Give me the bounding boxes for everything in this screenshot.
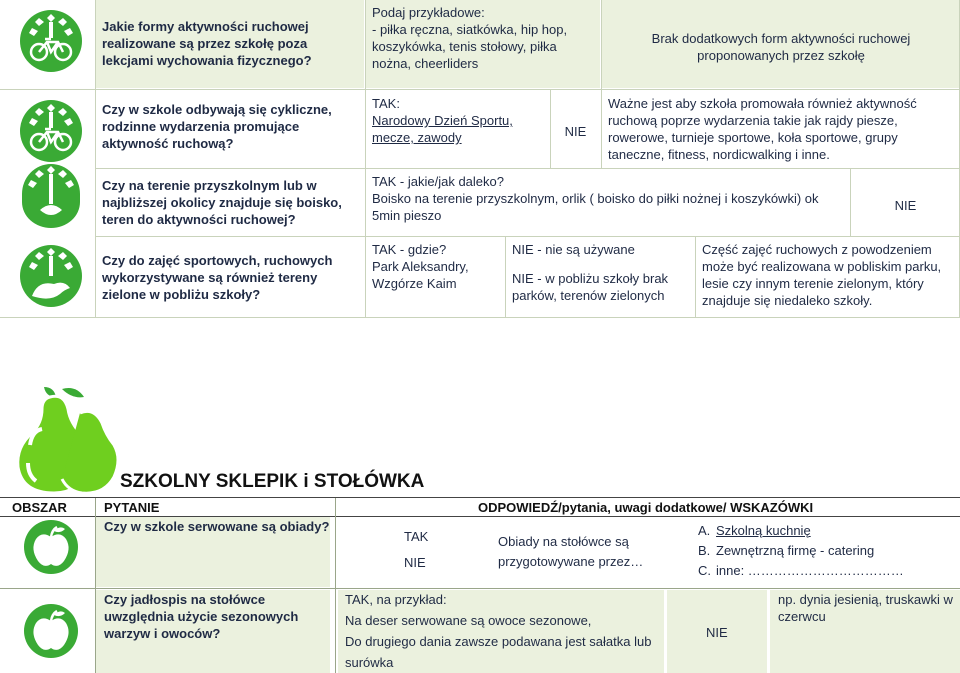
- question-lunches: Czy w szkole serwowane są obiady?: [104, 519, 330, 534]
- answer-title: TAK, na przykład:: [345, 592, 447, 607]
- header-area: OBSZAR: [12, 500, 67, 515]
- answer-title: TAK - gdzie?: [372, 242, 447, 257]
- lunch-prepared-by: Obiady na stołówce są przygotowywane przez…: [498, 534, 644, 569]
- pear-icon: [10, 383, 122, 501]
- question-family-events: Czy w szkole odbywają się cykliczne, rodzinne wydarzenia promujące aktywność ruchową?: [102, 102, 332, 151]
- note-promote-events: Ważne jest aby szkoła promowała również aktywność ruchową poprze wydarzenia takie jak rajdy piesze, rowerowe, turnieje sportowe, koła sportowe, grupy taneczne, fitness, nordicwalking i inne.: [608, 96, 917, 162]
- answer-body: Park Aleksandry, Wzgórze Kaim: [372, 259, 469, 291]
- question-playground: Czy na terenie przyszkolnym lub w najbliższej okolicy znajduje się boisko, teren do aktywności ruchowej?: [102, 178, 342, 227]
- answer-body: - piłka ręczna, siatkówka, hip hop, koszykówka, tenis stołowy, piłka nożna, cheerliders: [372, 22, 568, 71]
- no-label: NIE: [706, 625, 728, 640]
- answer-title: Podaj przykładowe:: [372, 5, 485, 20]
- header-question: PYTANIE: [104, 500, 160, 515]
- note-no-extra-forms: Brak dodatkowych form aktywności ruchowej proponowanych przez szkołę: [651, 31, 911, 63]
- note-seasonal-examples: np. dynia jesienią, truskawki w czerwcu: [778, 592, 953, 624]
- note-park-activities: Część zajęć ruchowych z powodzeniem może być realizowana w pobliskim parku, lesie czy innym terenie zielonym, który znajduje się niedaleko szkoły.: [702, 242, 942, 308]
- answer-title: TAK:: [372, 96, 400, 111]
- tree-bird-icon: [20, 238, 82, 310]
- yes-label: TAK: [404, 529, 429, 544]
- shop-title: SZKOLNY SKLEPIK i STOŁÓWKA: [120, 471, 425, 492]
- answer-title: TAK - jakie/jak daleko?: [372, 174, 504, 189]
- option-b: B. Zewnętrzną firmę - catering: [698, 543, 875, 558]
- answer-line-fruit: Na deser serwowane są owoce sezonowe,: [345, 613, 592, 628]
- option-c: C. inne: ………………………………: [698, 563, 904, 578]
- no-label: NIE: [564, 124, 587, 139]
- no-option-none-nearby: NIE - w pobliżu szkoły brak parków, terenów zielonych: [512, 271, 669, 303]
- bicycle-tree-icon: [20, 98, 82, 164]
- header-answer: ODPOWIEDŹ/pytania, uwagi dodatkowe/ WSKAZÓWKI: [478, 500, 814, 515]
- bicycle-tree-icon: [20, 8, 82, 74]
- answer-body: Narodowy Dzień Sportu, mecze, zawody: [372, 113, 513, 145]
- no-label: NIE: [404, 555, 426, 570]
- question-seasonal-menu: Czy jadłospis na stołówce uwzględnia użycie sezonowych warzyw i owoców?: [104, 592, 299, 641]
- tree-icon: [20, 162, 82, 228]
- question-green-areas: Czy do zajęć sportowych, ruchowych wykorzystywane są również tereny zielone w pobliżu szkoły?: [102, 253, 333, 302]
- answer-line-salad: Do drugiego dania zawsze podawana jest sałatka lub surówka: [345, 634, 652, 670]
- apple-icon: [24, 603, 78, 659]
- no-option-unused: NIE - nie są używane: [512, 242, 635, 257]
- question-extracurricular: Jakie formy aktywności ruchowej realizowane są przez szkołę poza lekcjami wychowania fizycznego?: [102, 19, 312, 68]
- apple-icon: [24, 519, 78, 575]
- lunch-provider-options: [698, 521, 904, 581]
- answer-body: Boisko na terenie przyszkolnym, orlik ( boisko do piłki nożnej i koszykówki) ok 5min pieszo: [372, 191, 819, 223]
- option-a: A. Szkolną kuchnię: [698, 523, 811, 538]
- no-label: NIE: [894, 198, 917, 213]
